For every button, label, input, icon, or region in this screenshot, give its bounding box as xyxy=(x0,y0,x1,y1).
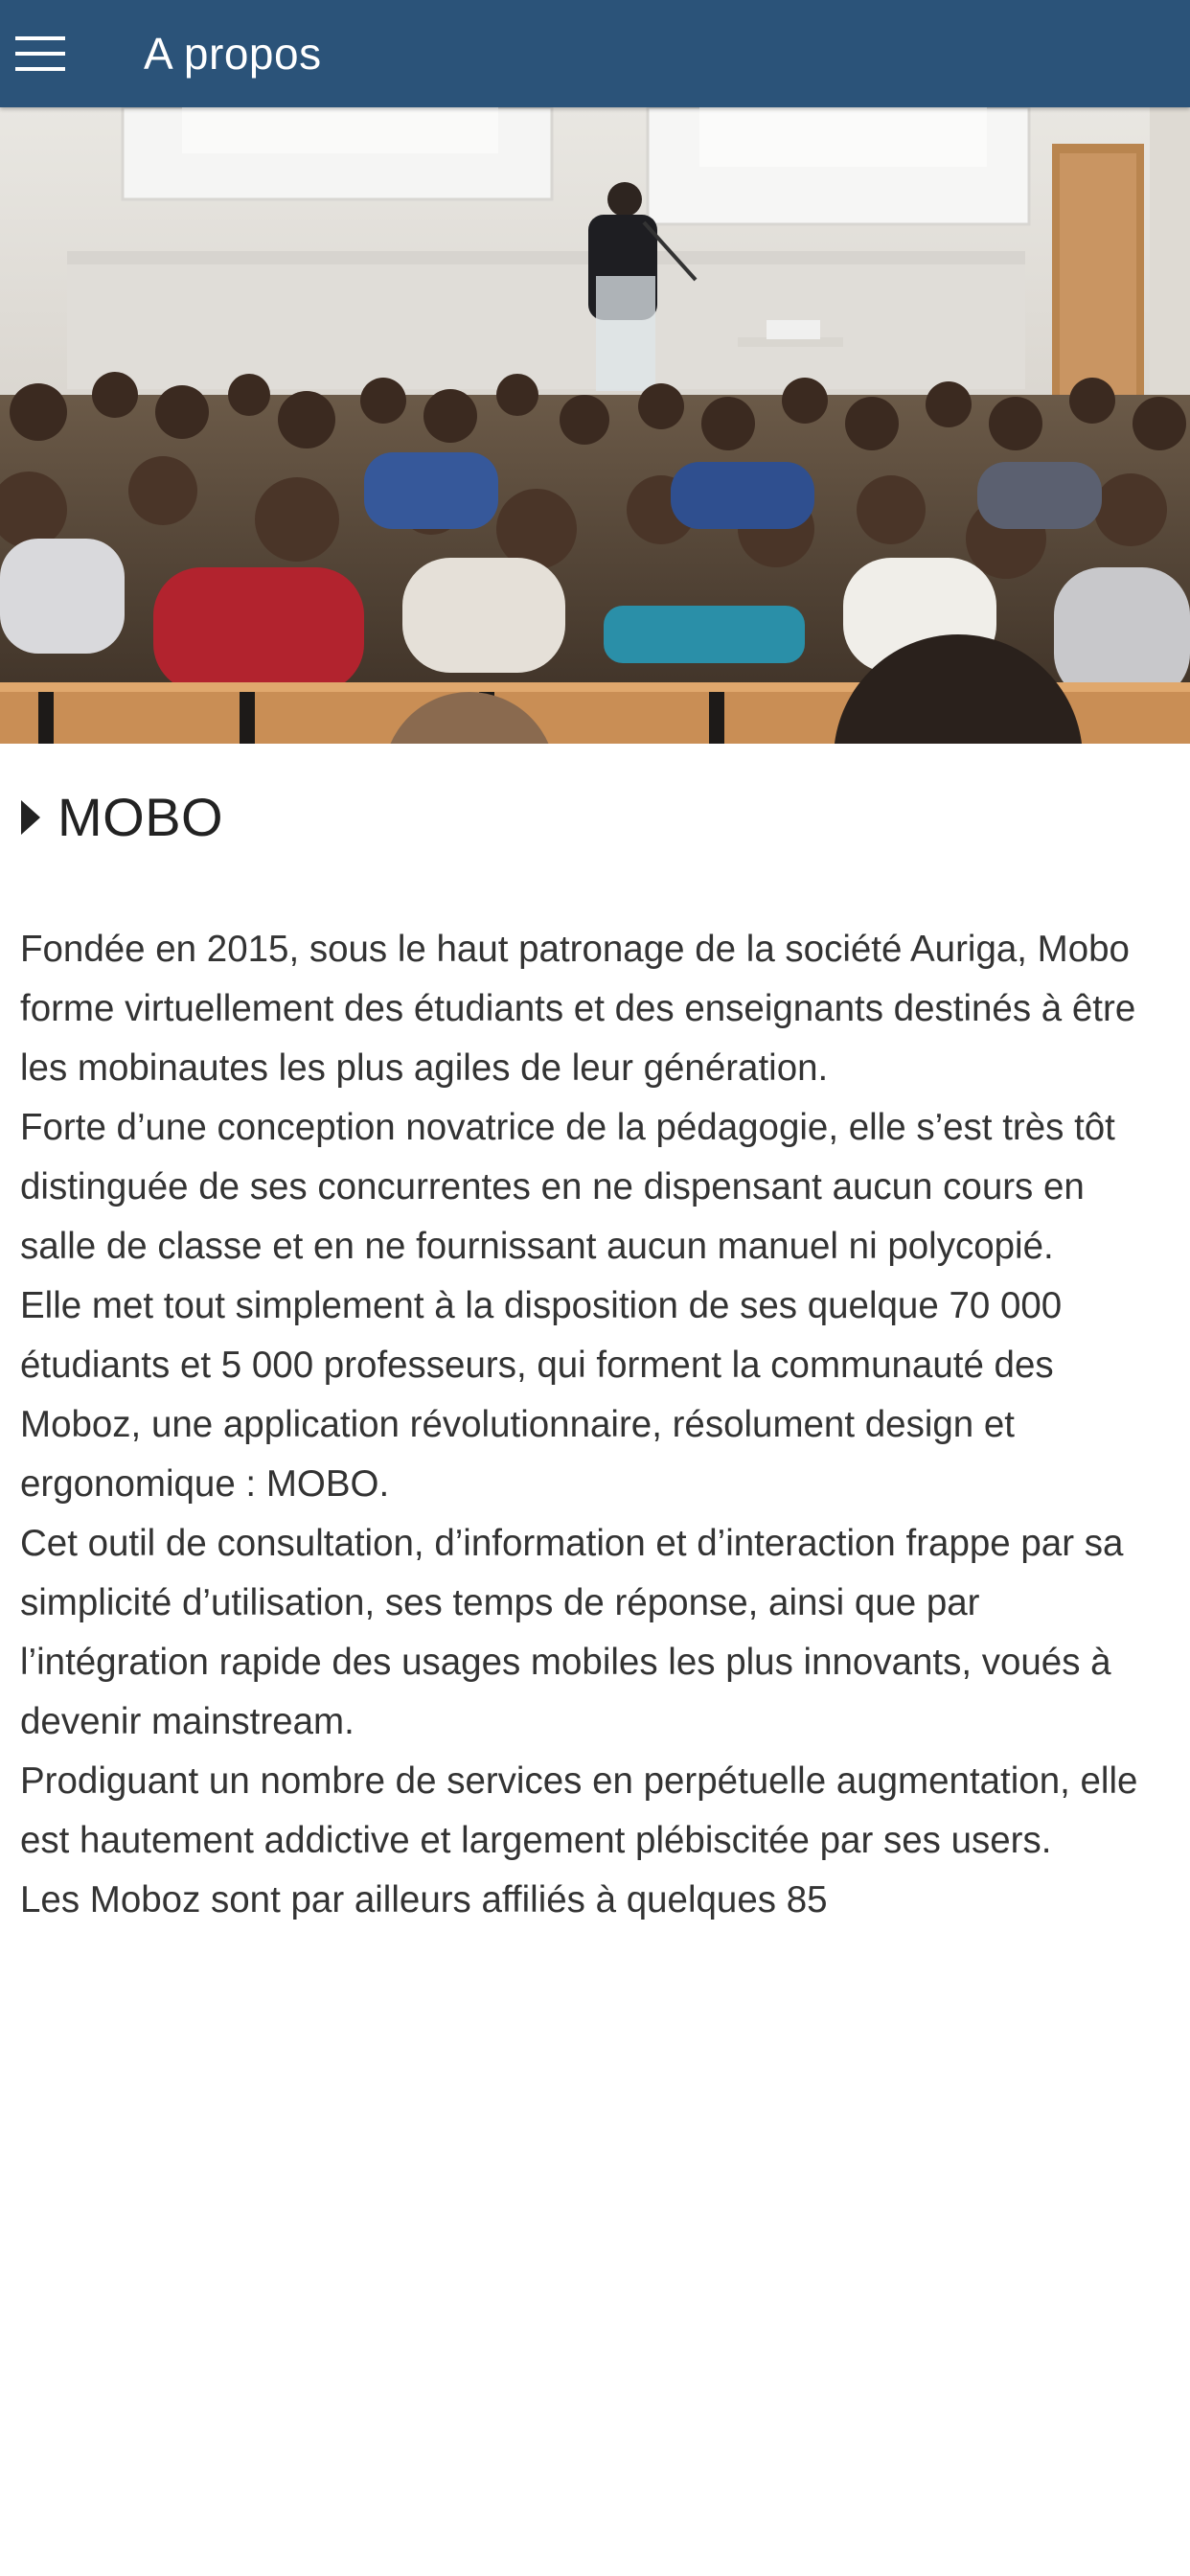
about-paragraph: Fondée en 2015, sous le haut patronage de la société Auriga, Mobo forme virtuellement des étudiants et des enseignants destinés à être les mobinautes les plus agiles de leur génération. xyxy=(20,929,1136,1089)
lecture-hall-photo xyxy=(0,107,1190,744)
hero-image xyxy=(0,107,1190,744)
about-paragraph: Prodiguant un nombre de services en perpétuelle augmentation, elle est hautement addictive et largement plébiscitée par ses users. xyxy=(20,1760,1138,1861)
about-text xyxy=(20,920,1170,1930)
about-paragraph: Cet outil de consultation, d’information et d’interaction frappe par sa simplicité d’utilisation, ses temps de réponse, ainsi que par l’intégration rapide des usages mobiles les plus innovants, voués à devenir mainstream. xyxy=(20,1523,1124,1742)
app-bar xyxy=(0,0,1190,107)
about-paragraph: Les Moboz sont par ailleurs affiliés à quelques 85 xyxy=(20,1879,828,1920)
section-header xyxy=(19,786,223,848)
section-title: MOBO xyxy=(57,787,224,847)
about-paragraph: Forte d’une conception novatrice de la pédagogie, elle s’est très tôt distinguée de ses concurrentes en ne dispensant aucun cours en salle de classe et en ne fournissant aucun manuel ni polycopié. xyxy=(20,1107,1115,1267)
triangle-right-icon xyxy=(19,798,42,837)
about-paragraph: Elle met tout simplement à la disposition de ses quelque 70 000 étudiants et 5 000 professeurs, qui forment la communauté des Moboz, une application révolutionnaire, résolument design et ergonomique : MOBO. xyxy=(20,1285,1063,1505)
hamburger-menu-icon xyxy=(13,33,67,75)
page-title: A propos xyxy=(144,29,322,79)
menu-button[interactable] xyxy=(0,0,80,107)
